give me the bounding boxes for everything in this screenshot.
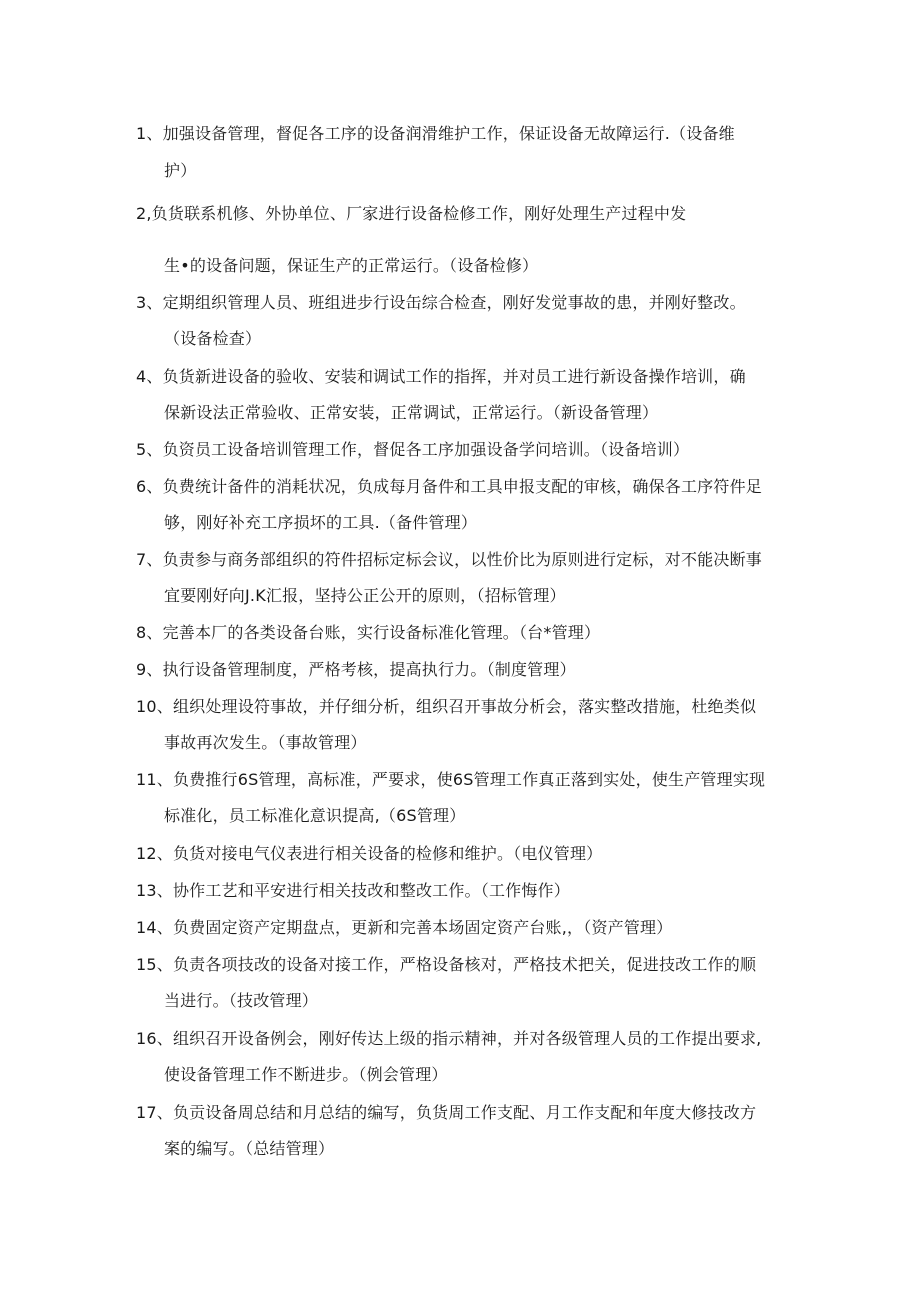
item-16-line-1: 16、组织召开设备例会，刚好传达上级的指示精神，并对各级管理人员的工作提出要求,	[136, 1029, 762, 1048]
item-10-line-2: 事故再次发生。（事故管理）	[164, 733, 367, 752]
item-7-line-1: 7、负责参与商务部组织的符件招标定标会议，以性价比为原则进行定标，对不能决断事	[136, 550, 762, 569]
item-3-line-1: 3、定期组织管理人员、班组进步行设缶综合检查，刚好发觉事故的患，并刚好整改。	[136, 293, 746, 312]
item-2-line-1: 2,负货联系机修、外协单位、厂家进行设备检修工作，刚好处理生产过程中发	[136, 204, 687, 223]
item-17-line-1: 17、负贡设备周总结和月总结的编写，负货周工作支配、月工作支配和年度大修技改方	[136, 1103, 757, 1122]
item-2-line-2: 生•的设备问题，保证生产的正常运行。（设备检修）	[164, 256, 539, 275]
item-6-line-2: 够，刚好补充工序损坏的工具.（备件管理）	[164, 513, 478, 532]
item-1-line-1: 1、加强设备管理，督促各工序的设备润滑维护工作，保证设备无故障运行.（设备维	[136, 124, 735, 143]
item-4-line-2: 保新设法正常验收、正常安装，正常调试，正常运行。（新设备管理）	[164, 403, 659, 422]
item-16-line-2: 使设备管理工作不断进步。（例会管理）	[164, 1065, 448, 1084]
item-6-line-1: 6、负费统计备件的消耗状况，负成每月备件和工具申报支配的审核，确保各工序符件足	[136, 477, 762, 496]
item-9-line-1: 9、执行设备管理制度，严格考核，提高执行力。（制度管理）	[136, 660, 576, 679]
item-5-line-1: 5、负资员工设备培训管理工作，督促各工序加强设备学问培训。（设备培训）	[136, 440, 690, 459]
item-11-line-2: 标准化，员工标准化意识提高,（6S管理）	[164, 806, 466, 825]
item-13-line-1: 13、协作工艺和平安进行相关技改和整改工作。（工作悔作）	[136, 881, 570, 900]
item-17-line-2: 案的编写。（总结管理）	[164, 1139, 335, 1158]
item-1-line-2: 护）	[164, 161, 197, 180]
item-14-line-1: 14、负费固定资产定期盘点，更新和完善本场固定资产台账,，（资产管理）	[136, 918, 673, 937]
item-10-line-1: 10、组织处理设符事故，并仔细分析，组织召开事故分析会，落实整改措施，杜绝类似	[136, 697, 757, 716]
item-15-line-2: 当进行。（技改管理）	[164, 991, 319, 1010]
item-12-line-1: 12、负货对接电气仪表进行相关设备的检修和维护。（电仪管理）	[136, 844, 603, 863]
item-4-line-1: 4、负货新进设备的验收、安装和调试工作的指挥，并对员工进行新设备操作培训，确	[136, 367, 746, 386]
item-8-line-1: 8、完善本厂的各类设备台账，实行设备标准化管理。（台*管理）	[136, 623, 601, 642]
item-15-line-1: 15、负责各项技改的设备对接工作，严格设备核对，严格技术把关，促进技改工作的顺	[136, 955, 757, 974]
item-11-line-1: 11、负费推行6S管理，高标准，严要求，使6S管理工作真正落到实处，使生产管理实现	[136, 770, 766, 789]
item-7-line-2: 宜要刚好向J.K汇报，坚持公正公开的原则，（招标管理）	[164, 586, 566, 605]
item-3-line-2: （设备检查）	[164, 329, 262, 348]
